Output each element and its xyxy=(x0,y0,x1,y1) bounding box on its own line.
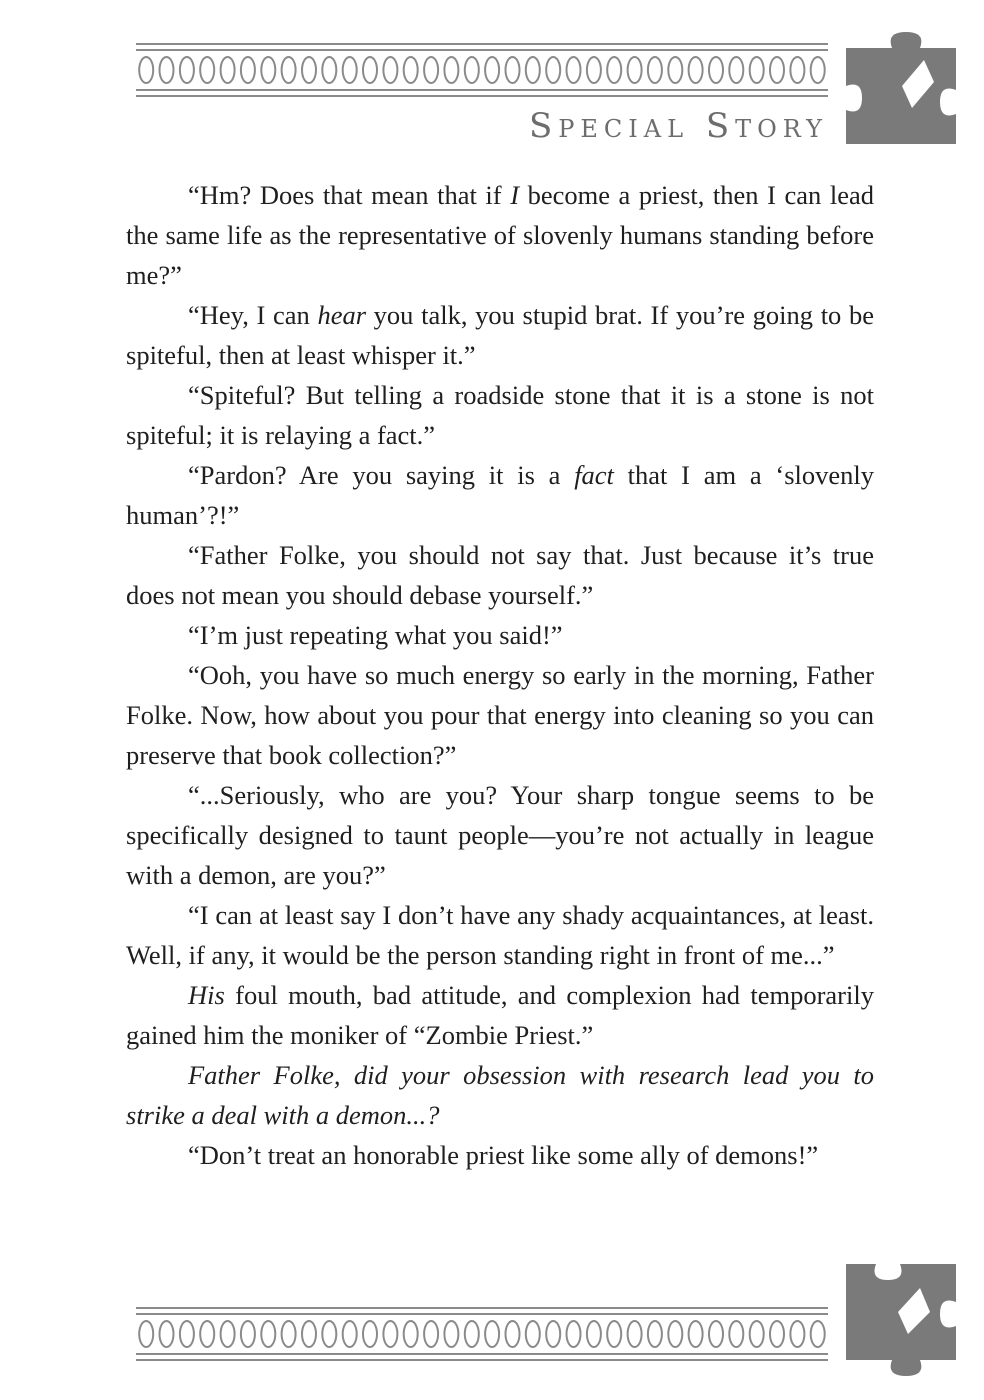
text-run: that I am a ‘slovenly human’?!” xyxy=(126,460,874,530)
story-text xyxy=(126,175,874,1175)
story-paragraph xyxy=(126,535,874,615)
text-run: “Don’t treat an honorable priest like some ally of demons!” xyxy=(188,1140,819,1170)
bottom-corner-ornament xyxy=(836,1262,960,1378)
text-run: become a priest, then I can lead the same life as the representative of slovenly humans standing before me?” xyxy=(126,180,874,290)
text-run: “Spiteful? But telling a roadside stone that it is a stone is not spiteful; it is relaying a fact.” xyxy=(126,380,874,450)
text-run: “Hm? Does that mean that if xyxy=(188,180,511,210)
text-run: you talk, you stupid brat. If you’re going to be spiteful, then at least whisper it.” xyxy=(126,300,874,370)
text-run: “...Seriously, who are you? Your sharp tongue seems to be specifically designed to taunt people—you’re not actually in league with a demon, are you?” xyxy=(126,780,874,890)
text-run: foul mouth, bad attitude, and complexion had temporarily gained him the moniker of “Zombie Priest.” xyxy=(126,980,874,1050)
story-paragraph xyxy=(126,975,874,1055)
story-paragraph xyxy=(126,775,874,895)
italic-text: Father Folke, did your obsession with research lead you to strike a deal with a demon...? xyxy=(126,1060,874,1130)
story-paragraph xyxy=(126,615,874,655)
story-paragraph xyxy=(126,375,874,455)
puzzle-corner-icon xyxy=(836,30,960,146)
italic-text: fact xyxy=(574,460,614,490)
story-paragraph xyxy=(126,655,874,775)
page-header-title: Special Story xyxy=(528,106,828,146)
text-run: “I’m just repeating what you said!” xyxy=(188,620,563,650)
puzzle-corner-icon xyxy=(836,1262,960,1378)
italic-text: I xyxy=(510,180,520,210)
story-paragraph xyxy=(126,1055,874,1135)
story-paragraph xyxy=(126,455,874,535)
text-run: “I can at least say I don’t have any shady acquaintances, at least. Well, if any, it would be the person standing right in front of me...” xyxy=(126,900,874,970)
text-run: “Pardon? Are you saying it is a xyxy=(188,460,575,490)
bottom-ornamental-border xyxy=(136,1302,828,1366)
story-paragraph xyxy=(126,175,874,295)
story-paragraph xyxy=(126,895,874,975)
italic-text: hear xyxy=(317,300,367,330)
story-paragraph xyxy=(126,295,874,375)
story-paragraph xyxy=(126,1135,874,1175)
text-run: “Father Folke, you should not say that. Just because it’s true does not mean you should debase yourself.” xyxy=(126,540,874,610)
text-run: “Ooh, you have so much energy so early in the morning, Father Folke. Now, how about you pour that energy into cleaning so you can preserve that book collection?” xyxy=(126,660,874,770)
text-run: “Hey, I can xyxy=(188,300,318,330)
top-corner-ornament xyxy=(836,30,960,146)
top-ornamental-border xyxy=(136,38,828,102)
italic-text: His xyxy=(188,980,225,1010)
